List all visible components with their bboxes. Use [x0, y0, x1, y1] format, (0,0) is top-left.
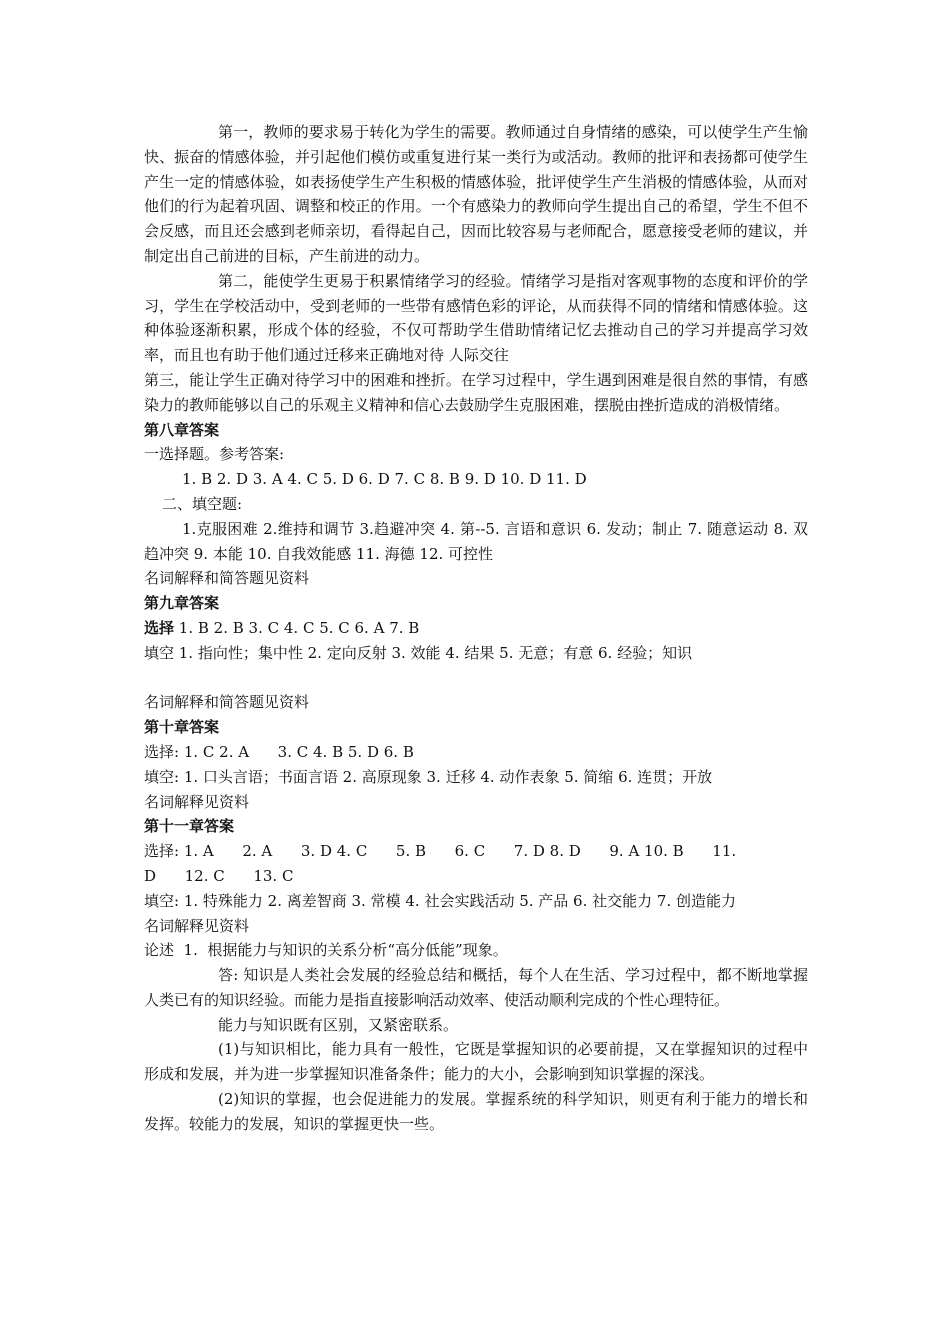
chapter8-fill-intro: 二、填空题:: [162, 494, 243, 513]
chapter11-relation: 能力与知识既有区别，又紧密联系。: [218, 1015, 459, 1034]
chapter11-choice-line2: D 12. C 13. C: [144, 866, 294, 885]
chapter9-choice-answers: 1. B 2. B 3. C 4. C 5. C 6. A 7. B: [178, 618, 420, 637]
chapter8-choice-intro: 一选择题。参考答案:: [144, 445, 285, 464]
chapter11-fill: 填空: 1. 特殊能力 2. 离差智商 3. 常模 4. 社会实践活动 5. 产品 6. 社交能力 7. 创造能力: [144, 891, 736, 910]
chapter10-fill: 填空: 1. 口头言语；书面言语 2. 高原现象 3. 迁移 4. 动作表象 5. 简缩 6. 连贯；开放: [144, 767, 713, 786]
paragraph-first: 第一，教师的要求易于转化为学生的需要。教师通过自身情绪的感染，可以使学生产生愉快、振奋的情感体验，并引起他们模仿或重复进行某一类行为或活动。教师的批评和表扬都可使学生产生一定的情感体验，如表扬使学生产生积极的情感体验，批评使学生产生消极的情感体验，从而对他们的行为起着巩固、调整和校正的作用。一个有感染力的教师向学生提出自己的希望，学生不但不会反感，而且还会感到老师亲切，看得起自己，因而比较容易与老师配合，愿意接受老师的建议，并制定出自己前进的目标，产生前进的动力。: [144, 123, 808, 265]
chapter11-essay-question: 论述 1. 根据能力与知识的关系分析“高分低能”现象。: [144, 941, 508, 960]
chapter11-answer: 答: 知识是人类社会发展的经验总结和概括，每个人在生活、学习过程中，都不断地掌握人类已有的知识经验。而能力是指直接影响活动效率、使活动顺利完成的个性心理特征。: [144, 966, 808, 1009]
document-page: [144, 120, 808, 1137]
chapter9-choice: [144, 616, 808, 641]
chapter11-note: 名词解释见资料: [144, 916, 250, 935]
chapter10-heading: 第十章答案: [144, 718, 220, 737]
chapter8-choice-answers: 1. B 2. D 3. A 4. C 5. D 6. D 7. C 8. B 9. D 10. D 11. D: [182, 470, 587, 489]
chapter9-note: 名词解释和简答题见资料: [144, 693, 310, 712]
paragraph-second: 第二，能使学生更易于积累情绪学习的经验。情绪学习是指对客观事物的态度和评价的学习，学生在学校活动中，受到老师的一些带有感情色彩的评论，从而获得不同的情绪和情感体验。这种体验逐渐积累，形成个体的经验，不仅可帮助学生借助情绪记忆去推动自己的学习并提高学习效率，而且也有助于他们通过迁移来正确地对待 人际交往: [144, 271, 808, 365]
spacer: [144, 666, 808, 691]
chapter10-note: 名词解释见资料: [144, 792, 250, 811]
chapter11-choice-line1: 选择: 1. A 2. A 3. D 4. C 5. B 6. C 7. D 8. D 9. A 10. B 11.: [144, 842, 737, 861]
chapter9-heading: 第九章答案: [144, 594, 220, 613]
paragraph-third: 第三，能让学生正确对待学习中的困难和挫折。在学习过程中，学生遇到困难是很自然的事情，有感染力的教师能够以自己的乐观主义精神和信心去鼓励学生克服困难，摆脱由挫折造成的消极情绪。: [144, 370, 808, 414]
chapter8-note: 名词解释和简答题见资料: [144, 569, 310, 588]
chapter10-choice: 选择: 1. C 2. A 3. C 4. B 5. D 6. B: [144, 742, 414, 761]
chapter9-fill: 填空 1. 指向性；集中性 2. 定向反射 3. 效能 4. 结果 5. 无意；有意 6. 经验；知识: [144, 643, 693, 662]
chapter11-heading: 第十一章答案: [144, 817, 235, 836]
chapter11-point1: (1)与知识相比，能力具有一般性，它既是掌握知识的必要前提，又在掌握知识的过程中形成和发展，并为进一步掌握知识准备条件；能力的大小，会影响到知识掌握的深浅。: [144, 1040, 808, 1084]
chapter8-fill-answers: 1.克服困难 2.维持和调节 3.趋避冲突 4. 第--5. 言语和意识 6. 发动；制止 7. 随意运动 8. 双趋冲突 9. 本能 10. 自我效能感 11. 海德 12. 可控性: [144, 519, 808, 563]
chapter9-choice-label: 选择: [144, 618, 175, 637]
chapter8-heading: 第八章答案: [144, 420, 220, 439]
chapter11-point2: (2)知识的掌握，也会促进能力的发展。掌握系统的科学知识，则更有利于能力的增长和发挥。较能力的发展，知识的掌握更快一些。: [144, 1090, 808, 1133]
